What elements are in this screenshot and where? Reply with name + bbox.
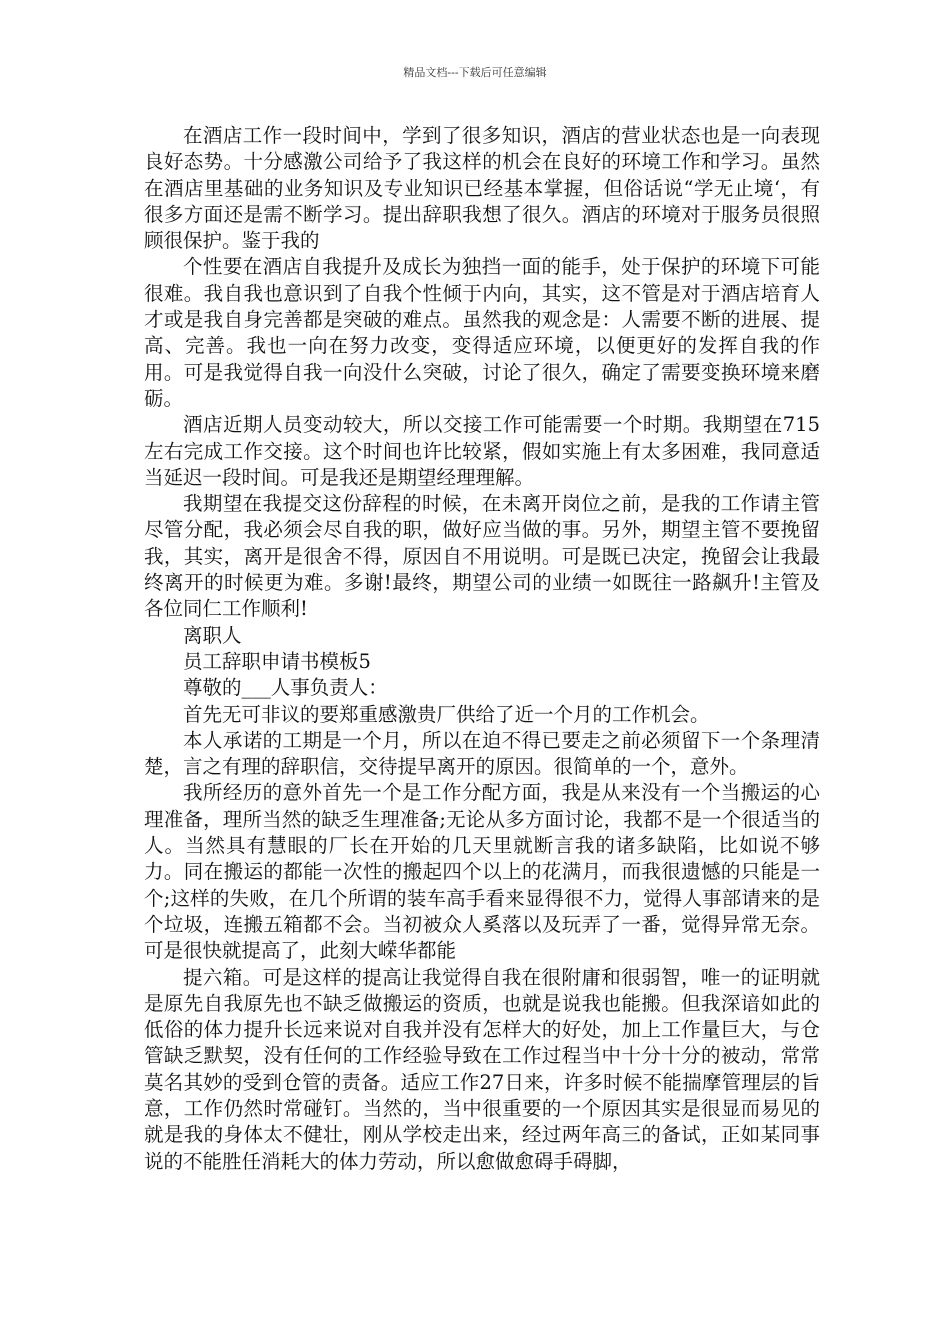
paragraph: 我所经历的意外首先一个是工作分配方面，我是从来没有一个当搬运的心理准备，理所当然的缺乏生理准备;无论从多方面讨论，我都不是一个很适当的人。当然具有慧眼的厂长在开始的几天里就断言我的诸多缺陷，比如说不够力。同在搬运的都能一次性的搬起四个以上的花满月，而我很遗憾的只能是一个;这样的失败，在几个所谓的装车高手看来显得很不力，觉得人事部请来的是个垃圾，连搬五箱都不会。当初被众人奚落以及玩弄了一番，觉得异常无奈。可是很快就提高了，此刻大嵘华都能 [144,781,820,963]
paragraph: 我期望在我提交这份辞程的时候，在未离开岗位之前，是我的工作请主管尽管分配，我必须会尽自我的职，做好应当做的事。另外，期望主管不要挽留我，其实，离开是很舍不得，原因自不用说明。可是既已决定，挽留会让我最终离开的时候更为难。多谢!最终，期望公司的业绩一如既往一路飙升!主管及各位同仁工作顺利! [144,492,820,621]
salutation: 尊敬的___人事负责人： [183,676,388,700]
document-body [144,123,820,1175]
section-title: 员工辞职申请书模板5 [183,649,371,673]
paragraph: 首先无可非议的要郑重感激贵厂供给了近一个月的工作机会。 [183,702,710,726]
paragraph: 提六箱。可是这样的提高让我觉得自我在很附庸和很弱智，唯一的证明就是原先自我原先也不缺乏做搬运的资质，也就是说我也能搬。但我深谙如此的低俗的体力提升长远来说对自我并没有怎样大的好处，加上工作量巨大，与仓管缺乏默契，没有任何的工作经验导致在工作过程当中十分十分的被动，常常莫名其妙的受到仓管的责备。适应工作27日来，许多时候不能揣摩管理层的旨意，工作仍然时常碰钉。当然的，当中很重要的一个原因其实是很显而易见的就是我的身体太不健壮，刚从学校走出来，经过两年高三的备试，正如某同事说的不能胜任消耗大的体力劳动，所以愈做愈碍手碍脚， [144,965,820,1173]
paragraph: 酒店近期人员变动较大，所以交接工作可能需要一个时期。我期望在715左右完成工作交接。这个时间也许比较紧，假如实施上有太多困难，我同意适当延迟一段时间。可是我还是期望经理理解。 [144,413,820,489]
page-header: 精品文档---下载后可任意编辑 [403,66,547,79]
paragraph: 本人承诺的工期是一个月，所以在迫不得已要走之前必须留下一个条理清楚，言之有理的辞职信，交待提早离开的原因。很简单的一个，意外。 [144,728,820,779]
signature-line: 离职人 [183,623,242,647]
paragraph: 个性要在酒店自我提升及成长为独挡一面的能手，处于保护的环境下可能很难。我自我也意识到了自我个性倾于内向，其实，这不管是对于酒店培育人才或是我自身完善都是突破的难点。虽然我的观念是：人需要不断的进展、提高、完善。我也一向在努力改变，变得适应环境，以便更好的发挥自我的作用。可是我觉得自我一向没什么突破，讨论了很久，确定了需要变换环境来磨砺。 [144,255,820,410]
paragraph: 在酒店工作一段时间中，学到了很多知识，酒店的营业状态也是一向表现良好态势。十分感激公司给予了我这样的机会在良好的环境工作和学习。虽然在酒店里基础的业务知识及专业知识已经基本掌握，但俗话说“学无止境‘，有很多方面还是需不断学习。提出辞职我想了很久。酒店的环境对于服务员很照顾很保护。鉴于我的 [144,124,820,253]
